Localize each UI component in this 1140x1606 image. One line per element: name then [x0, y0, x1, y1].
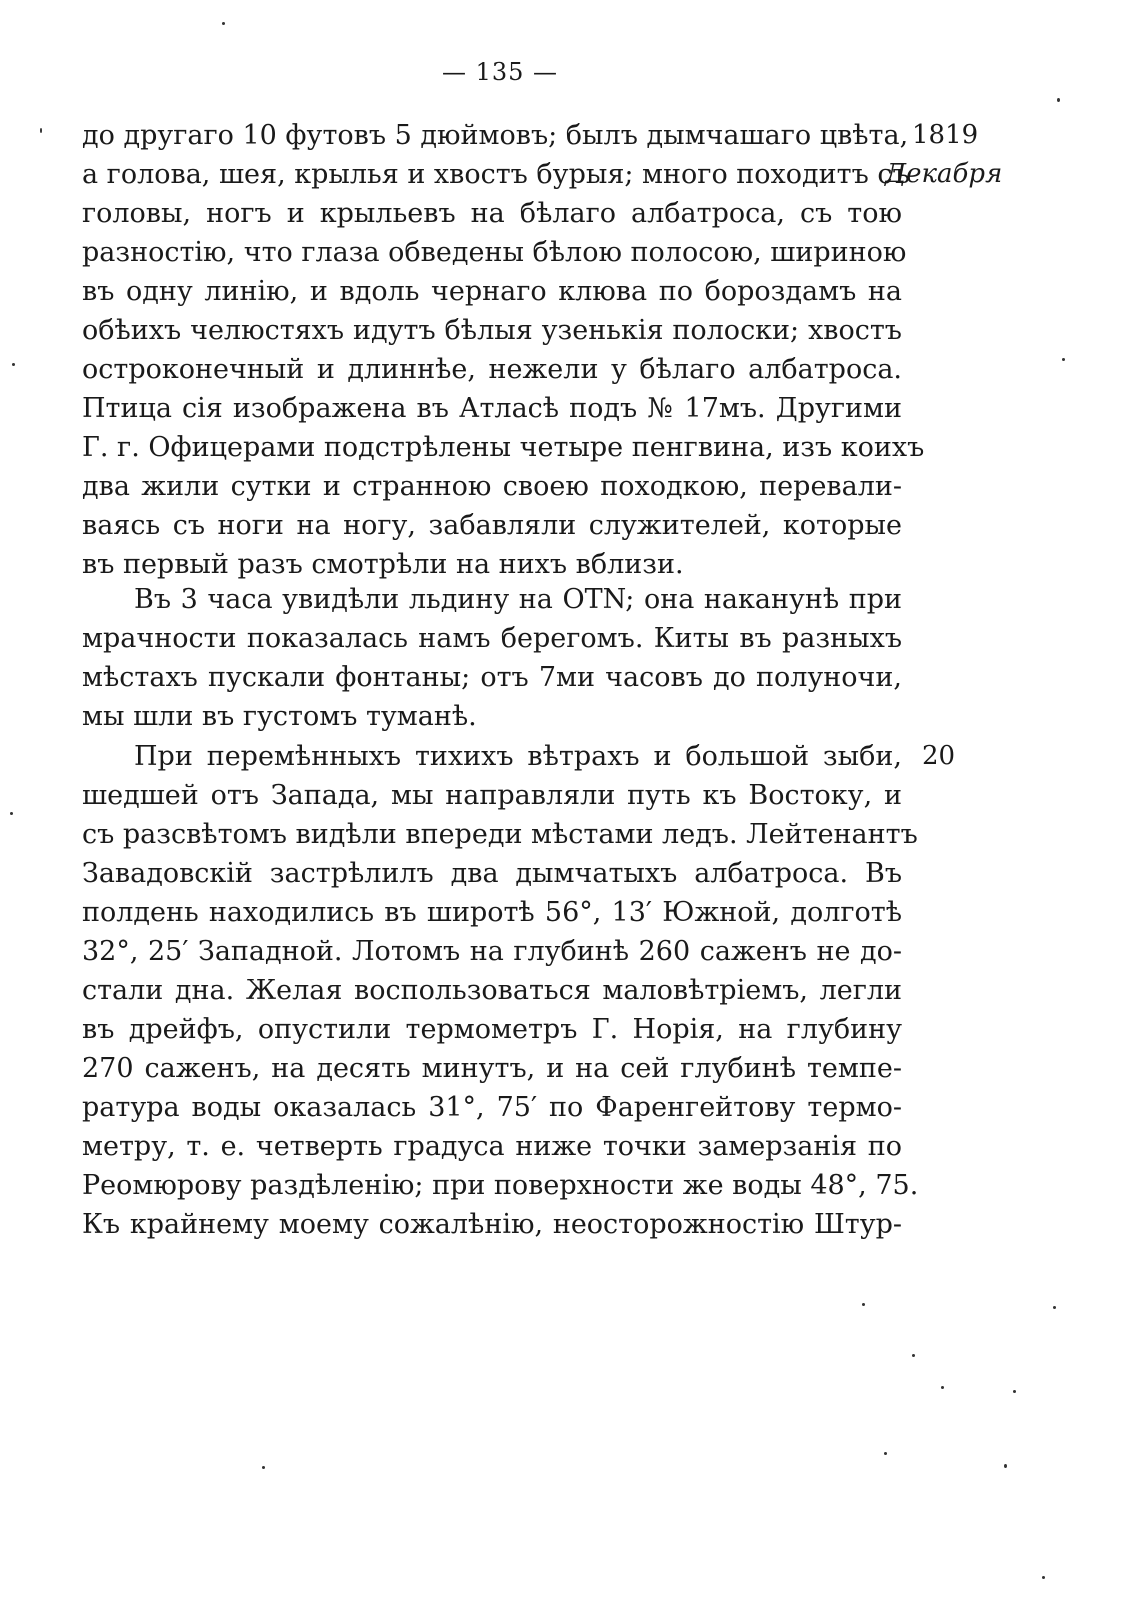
text-line: мрачности показалась намъ берегомъ. Киты въ разныхъ — [82, 623, 902, 654]
text-line: Къ крайнему моему сожалѣнію, неосторожностію Штур- — [82, 1209, 902, 1240]
text-line: мѣстахъ пускали фонтаны; отъ 7ми часовъ до полуночи, — [82, 662, 902, 693]
scan-speck — [10, 812, 13, 815]
scan-speck — [1062, 358, 1065, 361]
text-line: полдень находились въ широтѣ 56°, 13′ Южной, долготѣ — [82, 897, 902, 928]
text-line: обѣихъ челюстяхъ идутъ бѣлыя узенькія полоски; хвостъ — [82, 315, 902, 346]
page-number: — 135 — — [441, 58, 559, 86]
scan-speck — [222, 22, 225, 25]
text-line: При перемѣнныхъ тихихъ вѣтрахъ и большой зыби, — [134, 741, 902, 772]
text-line: метру, т. е. четверть градуса ниже точки замерзанія по — [82, 1131, 902, 1162]
text-line: Птица сія изображена въ Атласѣ подъ № 17мъ. Другими — [82, 393, 902, 424]
scan-speck — [1013, 1390, 1016, 1393]
scan-speck — [1004, 1464, 1007, 1468]
scan-speck — [40, 128, 42, 133]
scan-speck — [862, 1303, 865, 1306]
scan-speck — [1053, 1306, 1056, 1309]
text-line: два жили сутки и странною своею походкою, перевали- — [82, 471, 902, 502]
scan-speck — [12, 363, 15, 366]
margin-day: 20 — [922, 741, 956, 771]
text-line: головы, ногъ и крыльевъ на бѣлаго албатроса, съ тою — [82, 198, 902, 229]
margin-month: Декабря — [885, 159, 1003, 189]
text-line: съ разсвѣтомъ видѣли впереди мѣстами ледъ. Лейтенантъ — [82, 819, 918, 850]
text-line: Завадовскій застрѣлилъ два дымчатыхъ албатроса. Въ — [82, 858, 902, 889]
text-line: въ дрейфъ, опустили термометръ Г. Норія, на глубину — [82, 1014, 902, 1045]
text-line: до другаго 10 футовъ 5 дюймовъ; былъ дымчашаго цвѣта, — [82, 120, 909, 151]
text-line: ваясь съ ноги на ногу, забавляли служителей, которые — [82, 510, 902, 541]
text-line: 270 саженъ, на десять минутъ, и на сей глубинѣ темпе- — [82, 1053, 902, 1084]
text-line: Г. г. Офицерами подстрѣлены четыре пенгвина, изъ коихъ — [82, 432, 925, 463]
scan-speck — [941, 1386, 944, 1389]
text-line: остроконечный и длиннѣе, нежели у бѣлаго албатроса. — [82, 354, 902, 385]
scan-speck — [884, 1452, 887, 1455]
text-line: 32°, 25′ Западной. Лотомъ на глубинѣ 260 саженъ не до- — [82, 936, 902, 967]
text-line: Въ 3 часа увидѣли льдину на OTN; она наканунѣ при — [134, 584, 902, 615]
text-line: мы шли въ густомъ туманѣ. — [82, 701, 477, 732]
text-line: стали дна. Желая воспользоваться маловѣтріемъ, легли — [82, 975, 902, 1006]
scan-speck — [1042, 1576, 1045, 1579]
text-line: въ первый разъ смотрѣли на нихъ вблизи. — [82, 549, 684, 580]
text-line: въ одну линію, и вдоль чернаго клюва по бороздамъ на — [82, 276, 902, 307]
text-line: Реомюрову раздѣленію; при поверхности же воды 48°, 75. — [82, 1170, 919, 1201]
scan-speck — [1057, 98, 1060, 102]
text-line: шедшей отъ Запада, мы направляли путь къ Востоку, и — [82, 780, 902, 811]
scan-speck — [262, 1466, 265, 1469]
text-line: разностію, что глаза обведены бѣлою полосою, шириною — [82, 237, 907, 268]
scan-speck — [912, 1354, 915, 1357]
text-line: а голова, шея, крылья и хвостъ бурыя; много походитъ съ — [82, 159, 910, 190]
margin-year: 1819 — [912, 120, 979, 150]
text-line: ратура воды оказалась 31°, 75′ по Фаренгейтову термо- — [82, 1092, 902, 1123]
